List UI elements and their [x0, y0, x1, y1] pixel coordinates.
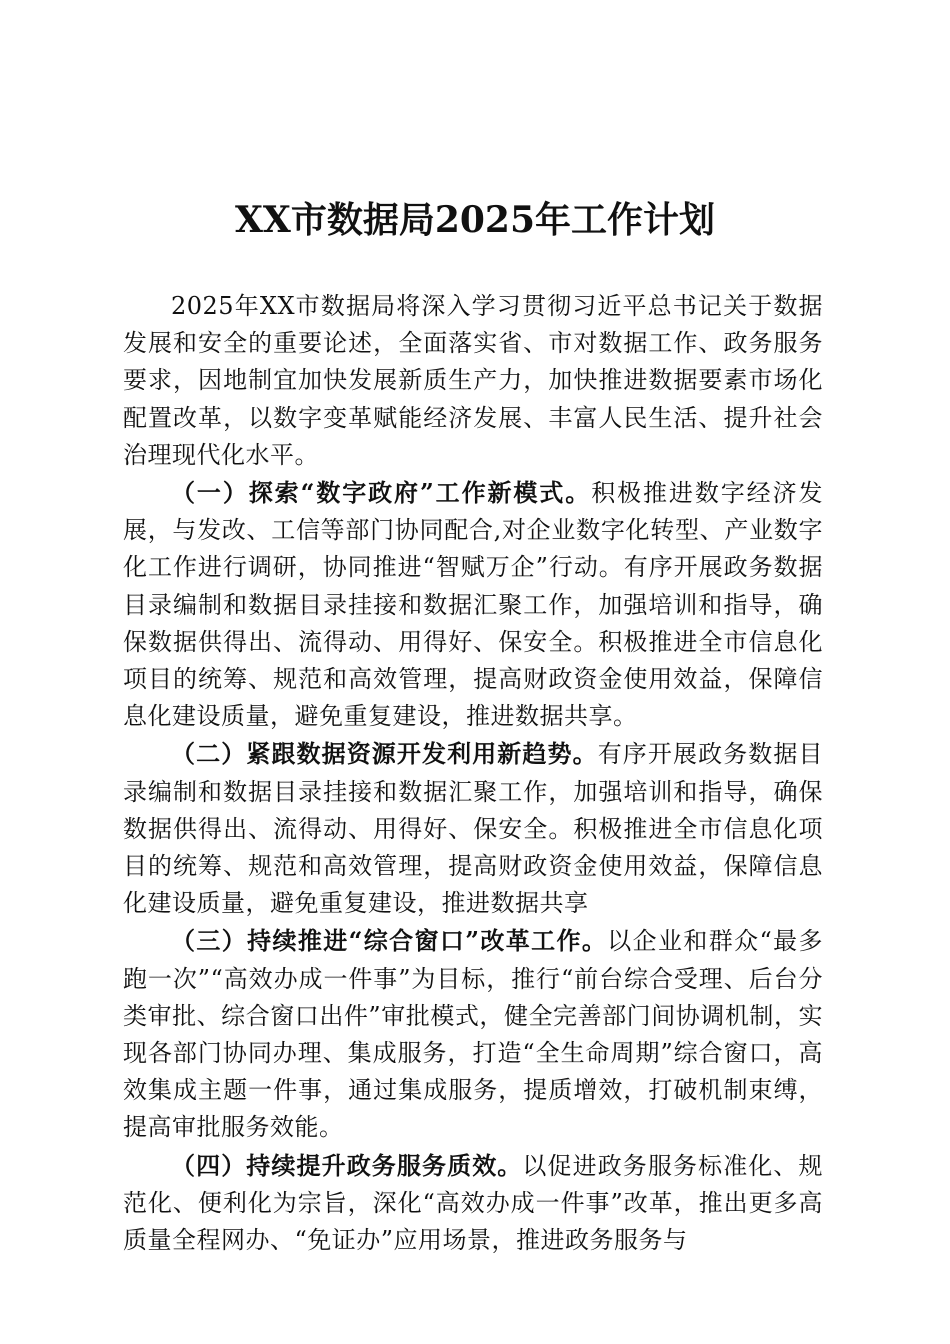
section-heading-2: （二）紧跟数据资源开发利用新趋势。 [171, 739, 598, 769]
section-heading-4: （四）持续提升政务服务质效。 [171, 1150, 523, 1180]
section-heading-3: （三）持续推进“综合窗口”改革工作。 [171, 926, 608, 956]
document-title: XX市数据局2025年工作计划 [234, 199, 716, 241]
section-paragraph-4 [123, 1147, 823, 1260]
section-body-1: 积极推进数字经济发展，与发改、工信等部门协同配合,对企业数字化转型、产业数字化工作进行调研，协同推进“智赋万企”行动。有序开展政务数据目录编制和数据目录挂接和数据汇聚工作，加强培训和指导，确保数据供得出、流得动、用得好、保安全。积极推进全市信息化项目的统筹、规范和高效管理，提高财政资金使用效益，保障信息化建设质量，避免重复建设，推进数据共享。 [123, 479, 824, 731]
intro-paragraph: 2025年XX市数据局将深入学习贯彻习近平总书记关于数据发展和安全的重要论述，全面落实省、市对数据工作、政务服务要求，因地制宜加快发展新质生产力，加快推进数据要素市场化配置改革，以数字变革赋能经济发展、丰富人民生活、提升社会治理现代化水平。 [123, 292, 823, 469]
section-paragraph-2 [123, 735, 823, 922]
section-paragraph-1 [123, 474, 823, 735]
document-body [123, 288, 823, 1259]
section-body-3: 以企业和群众“最多跑一次”“高效办成一件事”为目标，推行“前台综合受理、后台分类审批、综合窗口出件”审批模式，健全完善部门间协调机制，实现各部门协同办理、集成服务，打造“全生命周期”综合窗口，高效集成主题一件事，通过集成服务，提质增效，打破机制束缚，提高审批服务效能。 [123, 927, 823, 1142]
section-body-2: 有序开展政务数据目录编制和数据目录挂接和数据汇聚工作，加强培训和指导，确保数据供得出、流得动、用得好、保安全。积极推进全市信息化项目的统筹、规范和高效管理，提高财政资金使用效益，保障信息化建设质量，避免重复建设，推进数据共享 [123, 740, 824, 918]
section-heading-1: （一）探索“数字政府”工作新模式。 [171, 478, 592, 508]
section-body-4: 以促进政务服务标准化、规范化、便利化为宗旨，深化“高效办成一件事”改革，推出更多高质量全程网办、“免证办”应用场景，推进政务服务与 [123, 1151, 824, 1255]
section-paragraph-3 [123, 922, 823, 1146]
